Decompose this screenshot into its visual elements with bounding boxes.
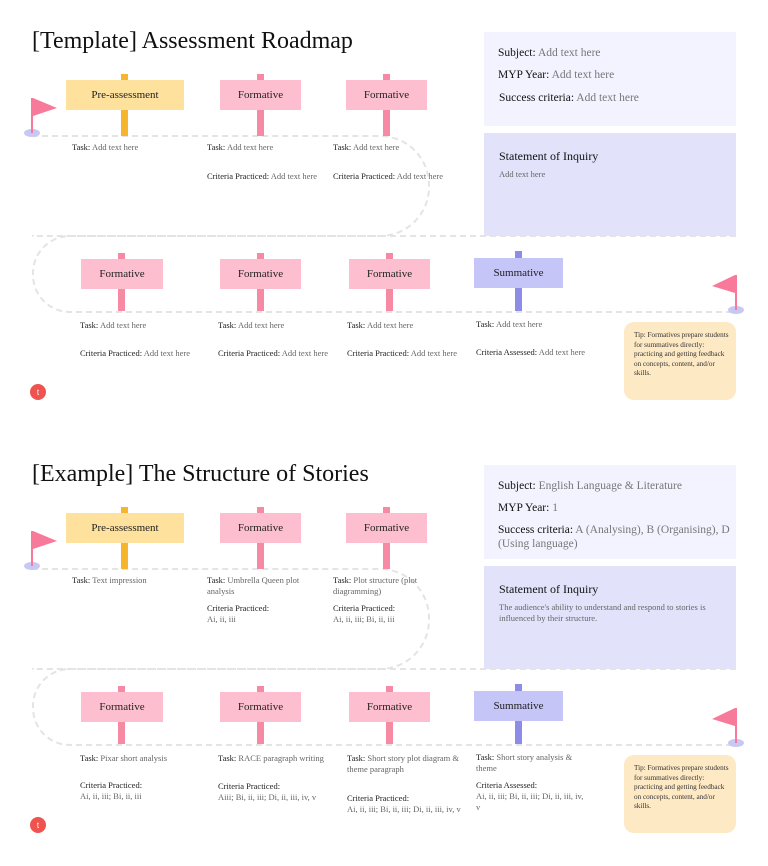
task-text[interactable]: Task: Add text here [347,320,414,330]
criteria-text[interactable]: Criteria Practiced: Ai, ii, iii; Bi, ii, iii [333,603,396,624]
section-title: [Template] Assessment Roadmap [32,28,353,54]
subject-line: Subject: English Language & Literature [498,480,682,492]
task-text[interactable]: Task: Plot structure (plot diagramming) [333,575,418,596]
sign-formative: Formative [220,80,301,110]
success-criteria-value[interactable]: Add text here [574,92,639,104]
statement-of-inquiry-panel [484,566,736,669]
sign-formative: Formative [81,259,163,289]
tip-sticky-note [624,755,736,833]
soi-text[interactable]: The audience's ability to understand and respond to stories is influenced by their structure. [499,602,706,623]
sign-formative: Formative [346,513,427,543]
finish-flag-icon [708,705,748,749]
finish-flag-icon [708,272,748,316]
sign-formative: Formative [81,692,163,722]
subject-value[interactable]: Add text here [535,47,601,59]
criteria-text[interactable]: Criteria Practiced: Add text here [333,171,443,181]
start-flag-icon [22,527,62,571]
sign-pre-assessment: Pre-assessment [66,80,184,110]
soi-title: Statement of Inquiry [499,582,599,596]
sign-formative: Formative [346,80,427,110]
criteria-text[interactable]: Criteria Practiced: Ai, ii, iii; Bi, ii, iii; Di, ii, iii, iv, v [347,793,461,814]
example-section [0,433,768,866]
section-title: [Example] The Structure of Stories [32,461,369,487]
criteria-text[interactable]: Criteria Practiced: Ai, ii, iii; Bi, ii, iii [80,780,143,801]
success-criteria-line: Success criteria: Add text here [499,92,639,104]
task-text[interactable]: Task: Pixar short analysis [80,753,167,763]
info-panel [484,465,736,559]
tip-text: Tip: Formatives prepare students for summatives directly: practicing and getting feedback on concepts, content, and/or skills. [634,331,729,377]
task-text[interactable]: Task: Add text here [72,142,139,152]
task-text[interactable]: Task: Short story plot diagram & theme paragraph [347,753,460,774]
tip-text: Tip: Formatives prepare students for summatives directly: practicing and getting feedback on concepts, content, and/or skills. [634,764,729,810]
sign-pre-assessment: Pre-assessment [66,513,184,543]
criteria-text[interactable]: Criteria Practiced: Add text here [80,348,190,358]
task-text[interactable]: Task: Add text here [218,320,285,330]
subject-value[interactable]: English Language & Literature [535,480,682,492]
myp-year-line: MYP Year: 1 [498,502,558,514]
criteria-text[interactable]: Criteria Practiced: Add text here [207,171,317,181]
sign-summative: Summative [474,691,563,721]
sign-formative: Formative [349,692,430,722]
task-text[interactable]: Task: Add text here [333,142,400,152]
statement-of-inquiry-panel [484,133,736,236]
criteria-text[interactable]: Criteria Practiced: Aiii; Bi, ii, iii; Di, ii, iii, iv, v [218,781,317,802]
user-badge-icon[interactable]: t [30,817,46,833]
task-text[interactable]: Task: Umbrella Queen plot analysis [207,575,300,596]
sign-summative: Summative [474,258,563,288]
myp-year-line: MYP Year: Add text here [498,69,615,81]
info-panel [484,32,736,126]
sign-formative: Formative [349,259,430,289]
sign-formative: Formative [220,259,301,289]
criteria-text[interactable]: Criteria Practiced: Add text here [218,348,328,358]
criteria-text[interactable]: Criteria Assessed: Ai, ii, iii; Bi, ii, iii; Di, ii, iii, iv, v [476,780,584,812]
success-criteria-line: Success criteria: A (Analysing), B (Organising), D (Using language) [498,524,730,550]
task-text[interactable]: Task: Short story analysis & theme [476,752,573,773]
start-flag-icon [22,94,62,138]
criteria-text[interactable]: Criteria Practiced: Ai, ii, iii [207,603,270,624]
task-text[interactable]: Task: Add text here [207,142,274,152]
tip-sticky-note [624,322,736,400]
soi-text[interactable]: Add text here [499,169,546,179]
task-text[interactable]: Task: Text impression [72,575,147,585]
soi-title: Statement of Inquiry [499,149,599,163]
user-badge-icon[interactable]: t [30,384,46,400]
criteria-text[interactable]: Criteria Practiced: Add text here [347,348,457,358]
success-criteria-value[interactable]: A (Analysing), B (Organising), D (Using language) [498,524,730,550]
myp-year-value[interactable]: Add text here [549,69,615,81]
subject-line: Subject: Add text here [498,47,601,59]
sign-formative: Formative [220,692,301,722]
task-text[interactable]: Task: RACE paragraph writing [218,753,324,763]
task-text[interactable]: Task: Add text here [476,319,543,329]
sign-formative: Formative [220,513,301,543]
myp-year-value[interactable]: 1 [549,502,558,514]
criteria-text[interactable]: Criteria Assessed: Add text here [476,347,586,357]
task-text[interactable]: Task: Add text here [80,320,147,330]
